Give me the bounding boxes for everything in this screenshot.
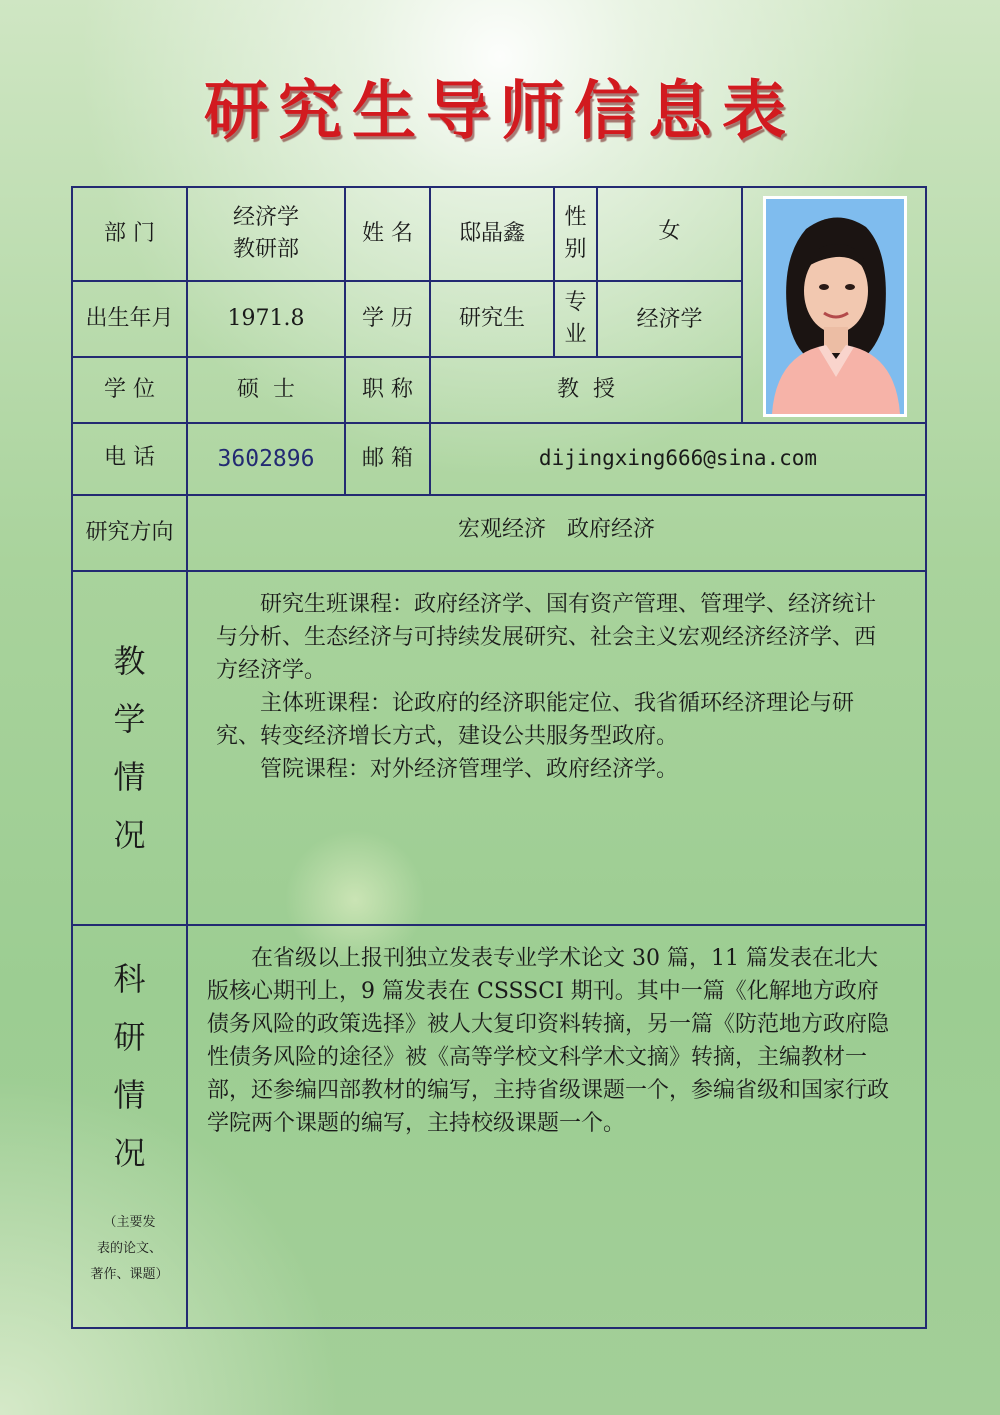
research-note: （主要发 表的论文、 著作、课题） (90, 1215, 169, 1282)
research-label-text: 科 研 情 况 (113, 960, 146, 1172)
teaching-label-text: 教 学 情 况 (113, 642, 146, 854)
major-label-line2: 业 (564, 322, 587, 347)
birth-value: 1971.8 (227, 306, 305, 331)
research-label (73, 950, 186, 1288)
phone-label: 电 话 (104, 445, 155, 470)
gender-label-line1: 性 (564, 205, 587, 230)
row-divider (71, 570, 927, 572)
gender-label-line2: 别 (564, 237, 587, 262)
row-divider (71, 924, 927, 926)
email-label: 邮 箱 (362, 446, 413, 471)
teaching-paragraph: 管院课程：对外经济管理学、政府经济学。 (260, 757, 679, 782)
dept-value-line1: 经济学 (232, 205, 299, 230)
education-value: 研究生 (458, 306, 525, 331)
dept-value-line2: 教研部 (232, 237, 299, 262)
degree-value: 硕 士 (237, 377, 295, 402)
dept-label: 部 门 (104, 221, 155, 246)
education-label: 学 历 (362, 306, 413, 331)
major-label (555, 282, 596, 356)
research-direction-value: 宏观经济 政府经济 (458, 517, 655, 542)
degree-label: 学 位 (104, 377, 155, 402)
portrait-image (766, 199, 904, 414)
email-value: dijingxing666@sina.com (538, 446, 818, 470)
teacher-photo (763, 196, 907, 417)
teaching-content (216, 588, 896, 786)
title-label: 职 称 (362, 377, 413, 402)
major-label-line1: 专 (564, 290, 587, 315)
title-value: 教 授 (557, 377, 615, 402)
teaching-paragraph: 主体班课程：论政府的经济职能定位、我省循环经济理论与研究、转变经济增长方式，建设公共服务型政府。 (216, 691, 855, 749)
name-label: 姓 名 (362, 221, 413, 246)
teaching-paragraph: 研究生班课程：政府经济学、国有资产管理、管理学、经济统计与分析、生态经济与可持续发展研究、社会主义宏观经济经济学、西方经济学。 (216, 592, 877, 683)
page-title: 研究生导师信息表 (204, 75, 796, 149)
research-content (207, 942, 899, 1140)
column-divider (741, 186, 743, 424)
dept-value (188, 188, 344, 280)
phone-value: 3602896 (217, 446, 315, 472)
gender-label (555, 188, 596, 280)
major-value: 经济学 (636, 307, 703, 332)
gender-value: 女 (658, 219, 681, 244)
teaching-label (73, 572, 186, 924)
research-direction-label: 研究方向 (85, 520, 174, 545)
birth-label: 出生年月 (85, 306, 174, 331)
name-value: 邸晶鑫 (458, 221, 525, 246)
research-paragraph: 在省级以上报刊独立发表专业学术论文 30 篇，11 篇发表在北大版核心期刊上，9 篇发表在 CSSSCI 期刊。其中一篇《化解地方政府债务风险的政策选择》被人大复印资料转摘，另一篇《防范地方政府隐性债务风险的途径》被《高等学校文科学术文摘》转摘，主编教材一部，还参编四部教材的编写，主持省级课题一个，参编省级和国家行政学院两个课题的编写，主持校级课题一个。 (207, 946, 890, 1136)
